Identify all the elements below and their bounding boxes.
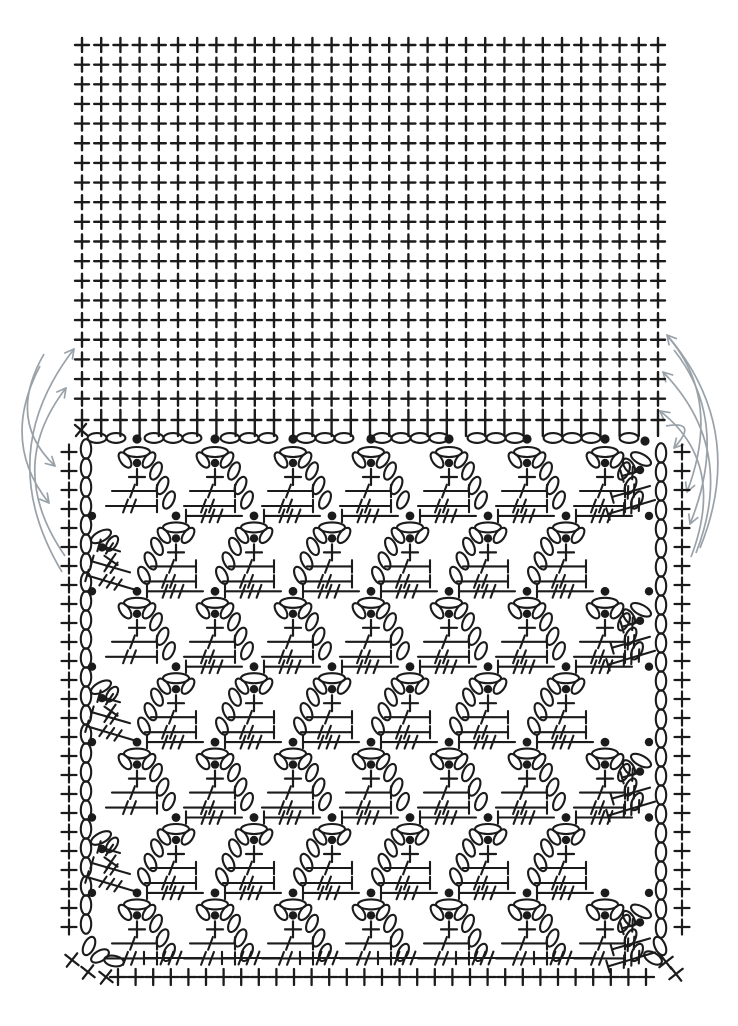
sc-grid [75,38,665,406]
fan-row-7 [106,899,645,964]
fan-row-5 [106,749,645,814]
direction-arrows-right [660,335,718,557]
fan-lace-panel [88,447,653,965]
fan-row-3 [106,598,645,663]
row-boundary-1 [88,510,653,523]
foundation-chain-row [88,433,650,446]
left-edge-chain-column [62,439,92,934]
row-boundary-4 [88,736,653,749]
row-boundary-6 [88,887,653,900]
left-edge-arches [85,527,134,892]
direction-arrows-left [22,349,74,572]
row-boundary-5 [88,811,653,824]
right-bottom-corner [642,935,688,986]
fan-row-1 [106,447,645,512]
fan-row-6 [136,824,587,889]
bottom-sc-row [110,969,654,985]
row-boundary-3 [88,660,653,673]
fan-row-2 [136,522,587,587]
sc-long-stem-row [76,410,665,436]
fan-row-4 [136,673,587,738]
row-boundary-2 [88,585,653,598]
right-edge-chain-column [656,443,690,938]
